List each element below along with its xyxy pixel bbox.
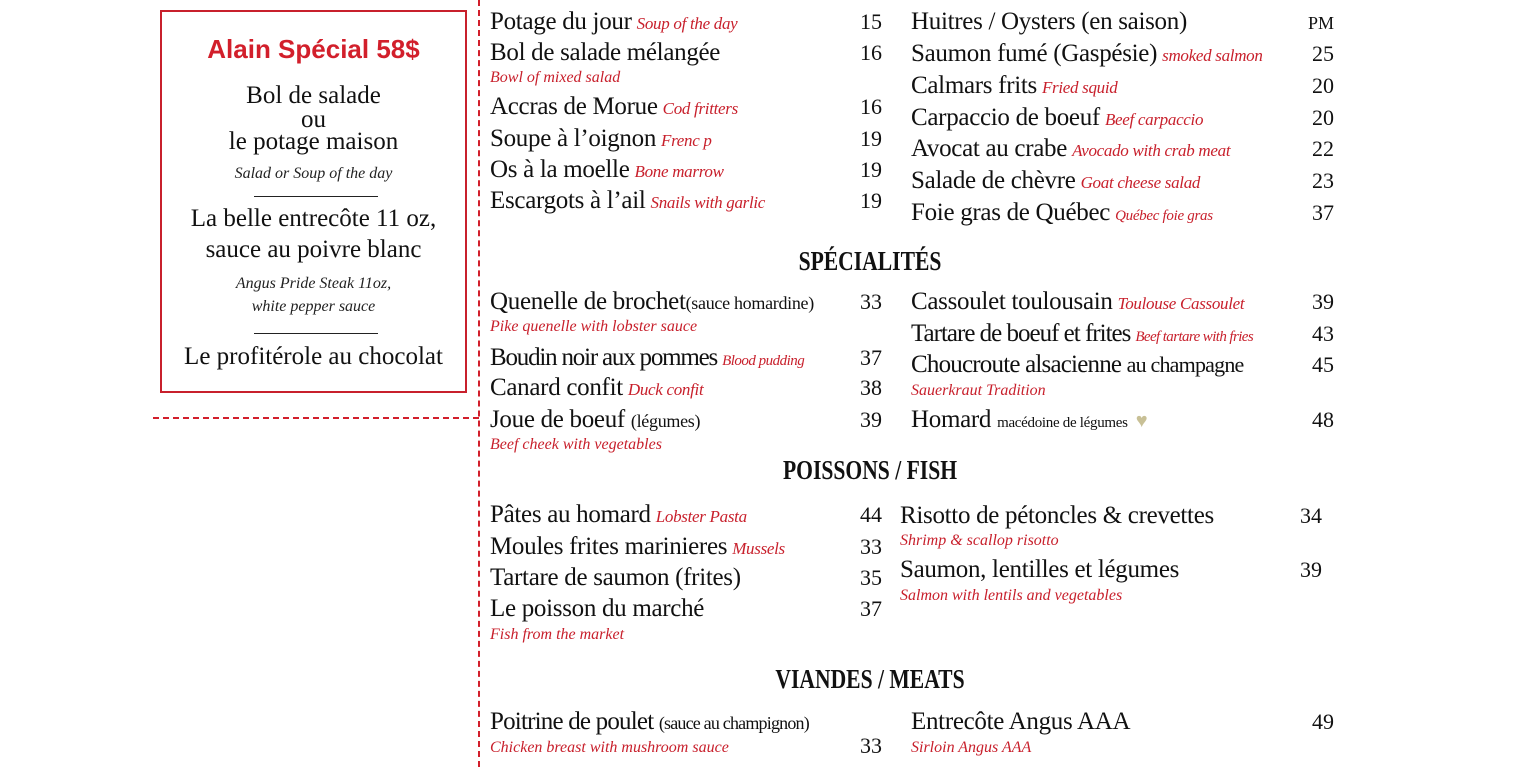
item-name: Entrecôte Angus AAA [911, 708, 1131, 735]
item-subtitle: Sauerkraut Tradition [911, 382, 1046, 399]
item-note: (sauce au champignon) [658, 713, 809, 733]
item-subtitle: Bowl of mixed salad [490, 69, 621, 86]
item-name: Saumon fumé (Gaspésie) [911, 40, 1158, 67]
item-price: 20 [1312, 73, 1334, 98]
menu-item [490, 373, 703, 405]
item-name: Soupe à l’oignon [490, 125, 657, 152]
item-price: 16 [860, 40, 882, 65]
item-translation: Goat cheese salad [1080, 173, 1201, 192]
menu-item [911, 707, 1130, 737]
item-subtitle: Salmon with lentils and vegetables [900, 587, 1123, 604]
item-price: 15 [860, 9, 882, 34]
menu-item [911, 166, 1200, 198]
item-name: Joue de boeuf [490, 406, 625, 433]
section-heading-poissons: POISSONS / FISH [782, 455, 958, 485]
item-translation: Lobster Pasta [655, 507, 747, 526]
item-price: 19 [860, 188, 882, 213]
menu-item [490, 124, 712, 156]
special-subtitle: white pepper sauce [251, 298, 376, 315]
item-name: Calmars frits [911, 72, 1037, 99]
menu-item [490, 155, 724, 187]
special-subtitle: Salad or Soup of the day [234, 165, 393, 182]
item-translation: Blood pudding [722, 353, 805, 369]
item-translation: Cod fritters [662, 99, 738, 118]
item-translation: Duck confit [627, 380, 704, 399]
menu-item [490, 594, 704, 624]
menu-item [911, 39, 1263, 71]
menu-item [911, 350, 1244, 380]
item-price: 38 [860, 375, 882, 400]
item-name: Tartare de boeuf et frites [911, 320, 1131, 347]
item-translation: Toulouse Cassoulet [1117, 294, 1245, 313]
item-price: 44 [860, 502, 882, 527]
item-name: Boudin noir aux pommes [490, 344, 718, 371]
item-price: 37 [1312, 200, 1334, 225]
item-name: Quenelle de brochet [490, 288, 686, 315]
item-translation: smoked salmon [1162, 46, 1263, 65]
special-line: ou [301, 106, 326, 133]
item-subtitle: Chicken breast with mushroom sauce [490, 739, 729, 756]
item-translation: Beef carpaccio [1104, 110, 1204, 129]
menu-item [911, 198, 1213, 231]
item-price: 48 [1312, 407, 1334, 432]
item-name: Poitrine de poulet [490, 708, 654, 735]
menu-item [490, 92, 738, 124]
menu-item [900, 501, 1214, 531]
special-rule [254, 333, 378, 334]
item-note: (légumes) [630, 411, 701, 431]
item-name: Salade de chèvre [911, 167, 1076, 194]
item-name: Risotto de pétoncles & crevettes [900, 502, 1214, 529]
item-price: 16 [860, 94, 882, 119]
special-line: Le profitérole au chocolat [184, 343, 443, 370]
item-name: Homard [911, 406, 992, 433]
item-price: 33 [860, 534, 882, 559]
item-name: Avocat au crabe [911, 135, 1068, 162]
special-line: sauce au poivre blanc [205, 236, 422, 263]
item-subtitle: Pike quenelle with lobster sauce [490, 318, 698, 335]
item-name: Huitres / Oysters (en saison) [911, 8, 1187, 35]
menu-item [490, 38, 720, 68]
item-price: 35 [860, 565, 882, 590]
menu-item [490, 500, 747, 532]
item-translation: Québec foie gras [1115, 208, 1213, 224]
item-subtitle: Shrimp & scallop risotto [900, 532, 1059, 549]
section-heading-viandes: VIANDES / MEATS [775, 664, 965, 694]
menu-item [911, 7, 1187, 37]
item-price: 22 [1312, 136, 1334, 161]
special-line: Bol de salade [246, 82, 381, 109]
item-price: 39 [1300, 557, 1322, 582]
item-price: 39 [860, 407, 882, 432]
section-heading-specialites: SPÉCIALITÉS [798, 246, 942, 276]
item-translation: Bone marrow [634, 162, 724, 181]
menu-item [490, 343, 804, 376]
item-name: Choucroute alsacienne [911, 351, 1122, 378]
menu-item [911, 71, 1118, 103]
item-name: Pâtes au homard [490, 501, 651, 528]
item-name: Os à la moelle [490, 156, 630, 183]
item-name: Carpaccio de boeuf [911, 104, 1100, 131]
horizontal-dashed-divider [153, 417, 479, 419]
menu-item [911, 103, 1203, 135]
item-price: 25 [1312, 41, 1334, 66]
menu-item [911, 405, 1147, 438]
item-price: 39 [1312, 289, 1334, 314]
item-price: 19 [860, 157, 882, 182]
item-price: 20 [1312, 105, 1334, 130]
item-name: Moules frites marinieres [490, 533, 728, 560]
item-translation: Frenc p [661, 131, 712, 150]
item-price: 37 [860, 345, 882, 370]
special-line: le potage maison [228, 128, 399, 155]
item-price: 34 [1300, 503, 1322, 528]
item-price: 37 [860, 596, 882, 621]
menu-item [490, 707, 809, 738]
vertical-dashed-divider [478, 0, 480, 767]
menu-item [490, 532, 785, 564]
item-name: Tartare de saumon (frites) [490, 564, 741, 591]
item-subtitle: Fish from the market [490, 626, 625, 643]
item-translation: Beef tartare with fries [1135, 329, 1254, 345]
menu-item [490, 563, 741, 593]
item-note: macédoine de légumes [997, 415, 1128, 431]
item-name: Cassoulet toulousain [911, 288, 1113, 315]
special-subtitle: Angus Pride Steak 11oz, [235, 275, 392, 292]
item-price: 33 [860, 289, 882, 314]
item-name: Escargots à l’ail [490, 187, 646, 214]
special-line: La belle entrecôte 11 oz, [190, 205, 437, 232]
menu-item [490, 287, 814, 318]
item-name: Le poisson du marché [490, 595, 705, 622]
menu-item [911, 134, 1230, 166]
item-name: Canard confit [490, 374, 623, 401]
item-translation: Mussels [732, 539, 785, 558]
item-subtitle: Sirloin Angus AAA [911, 739, 1032, 756]
item-note: (sauce homardine) [685, 293, 814, 313]
item-name: Accras de Morue [490, 93, 658, 120]
item-price: 43 [1312, 321, 1334, 346]
menu-item [490, 7, 737, 39]
item-price: 23 [1312, 168, 1334, 193]
item-note: au champagne [1126, 352, 1244, 377]
item-price: 45 [1312, 352, 1334, 377]
item-price: 33 [860, 733, 882, 758]
special-rule [254, 196, 378, 197]
item-translation: Soup of the day [636, 14, 738, 33]
item-name: Potage du jour [490, 8, 632, 35]
item-price: 49 [1312, 709, 1334, 734]
menu-item [911, 319, 1253, 352]
special-title: Alain Spécial 58$ [207, 34, 420, 64]
item-translation: Fried squid [1041, 78, 1118, 97]
special-menu-box [160, 10, 467, 393]
item-name: Saumon, lentilles et légumes [900, 556, 1180, 583]
item-name: Bol de salade mélangée [490, 39, 721, 66]
menu-item [911, 287, 1244, 319]
item-price: PM [1307, 13, 1334, 33]
item-translation: Snails with garlic [650, 193, 766, 212]
item-name: Foie gras de Québec [911, 199, 1111, 226]
menu-item [490, 405, 700, 436]
item-translation: Avocado with crab meat [1072, 141, 1231, 160]
item-subtitle: Beef cheek with vegetables [490, 436, 662, 453]
heart-icon: ♥ [1135, 410, 1148, 432]
menu-item [490, 186, 765, 218]
item-price: 19 [860, 126, 882, 151]
menu-item [900, 555, 1179, 585]
